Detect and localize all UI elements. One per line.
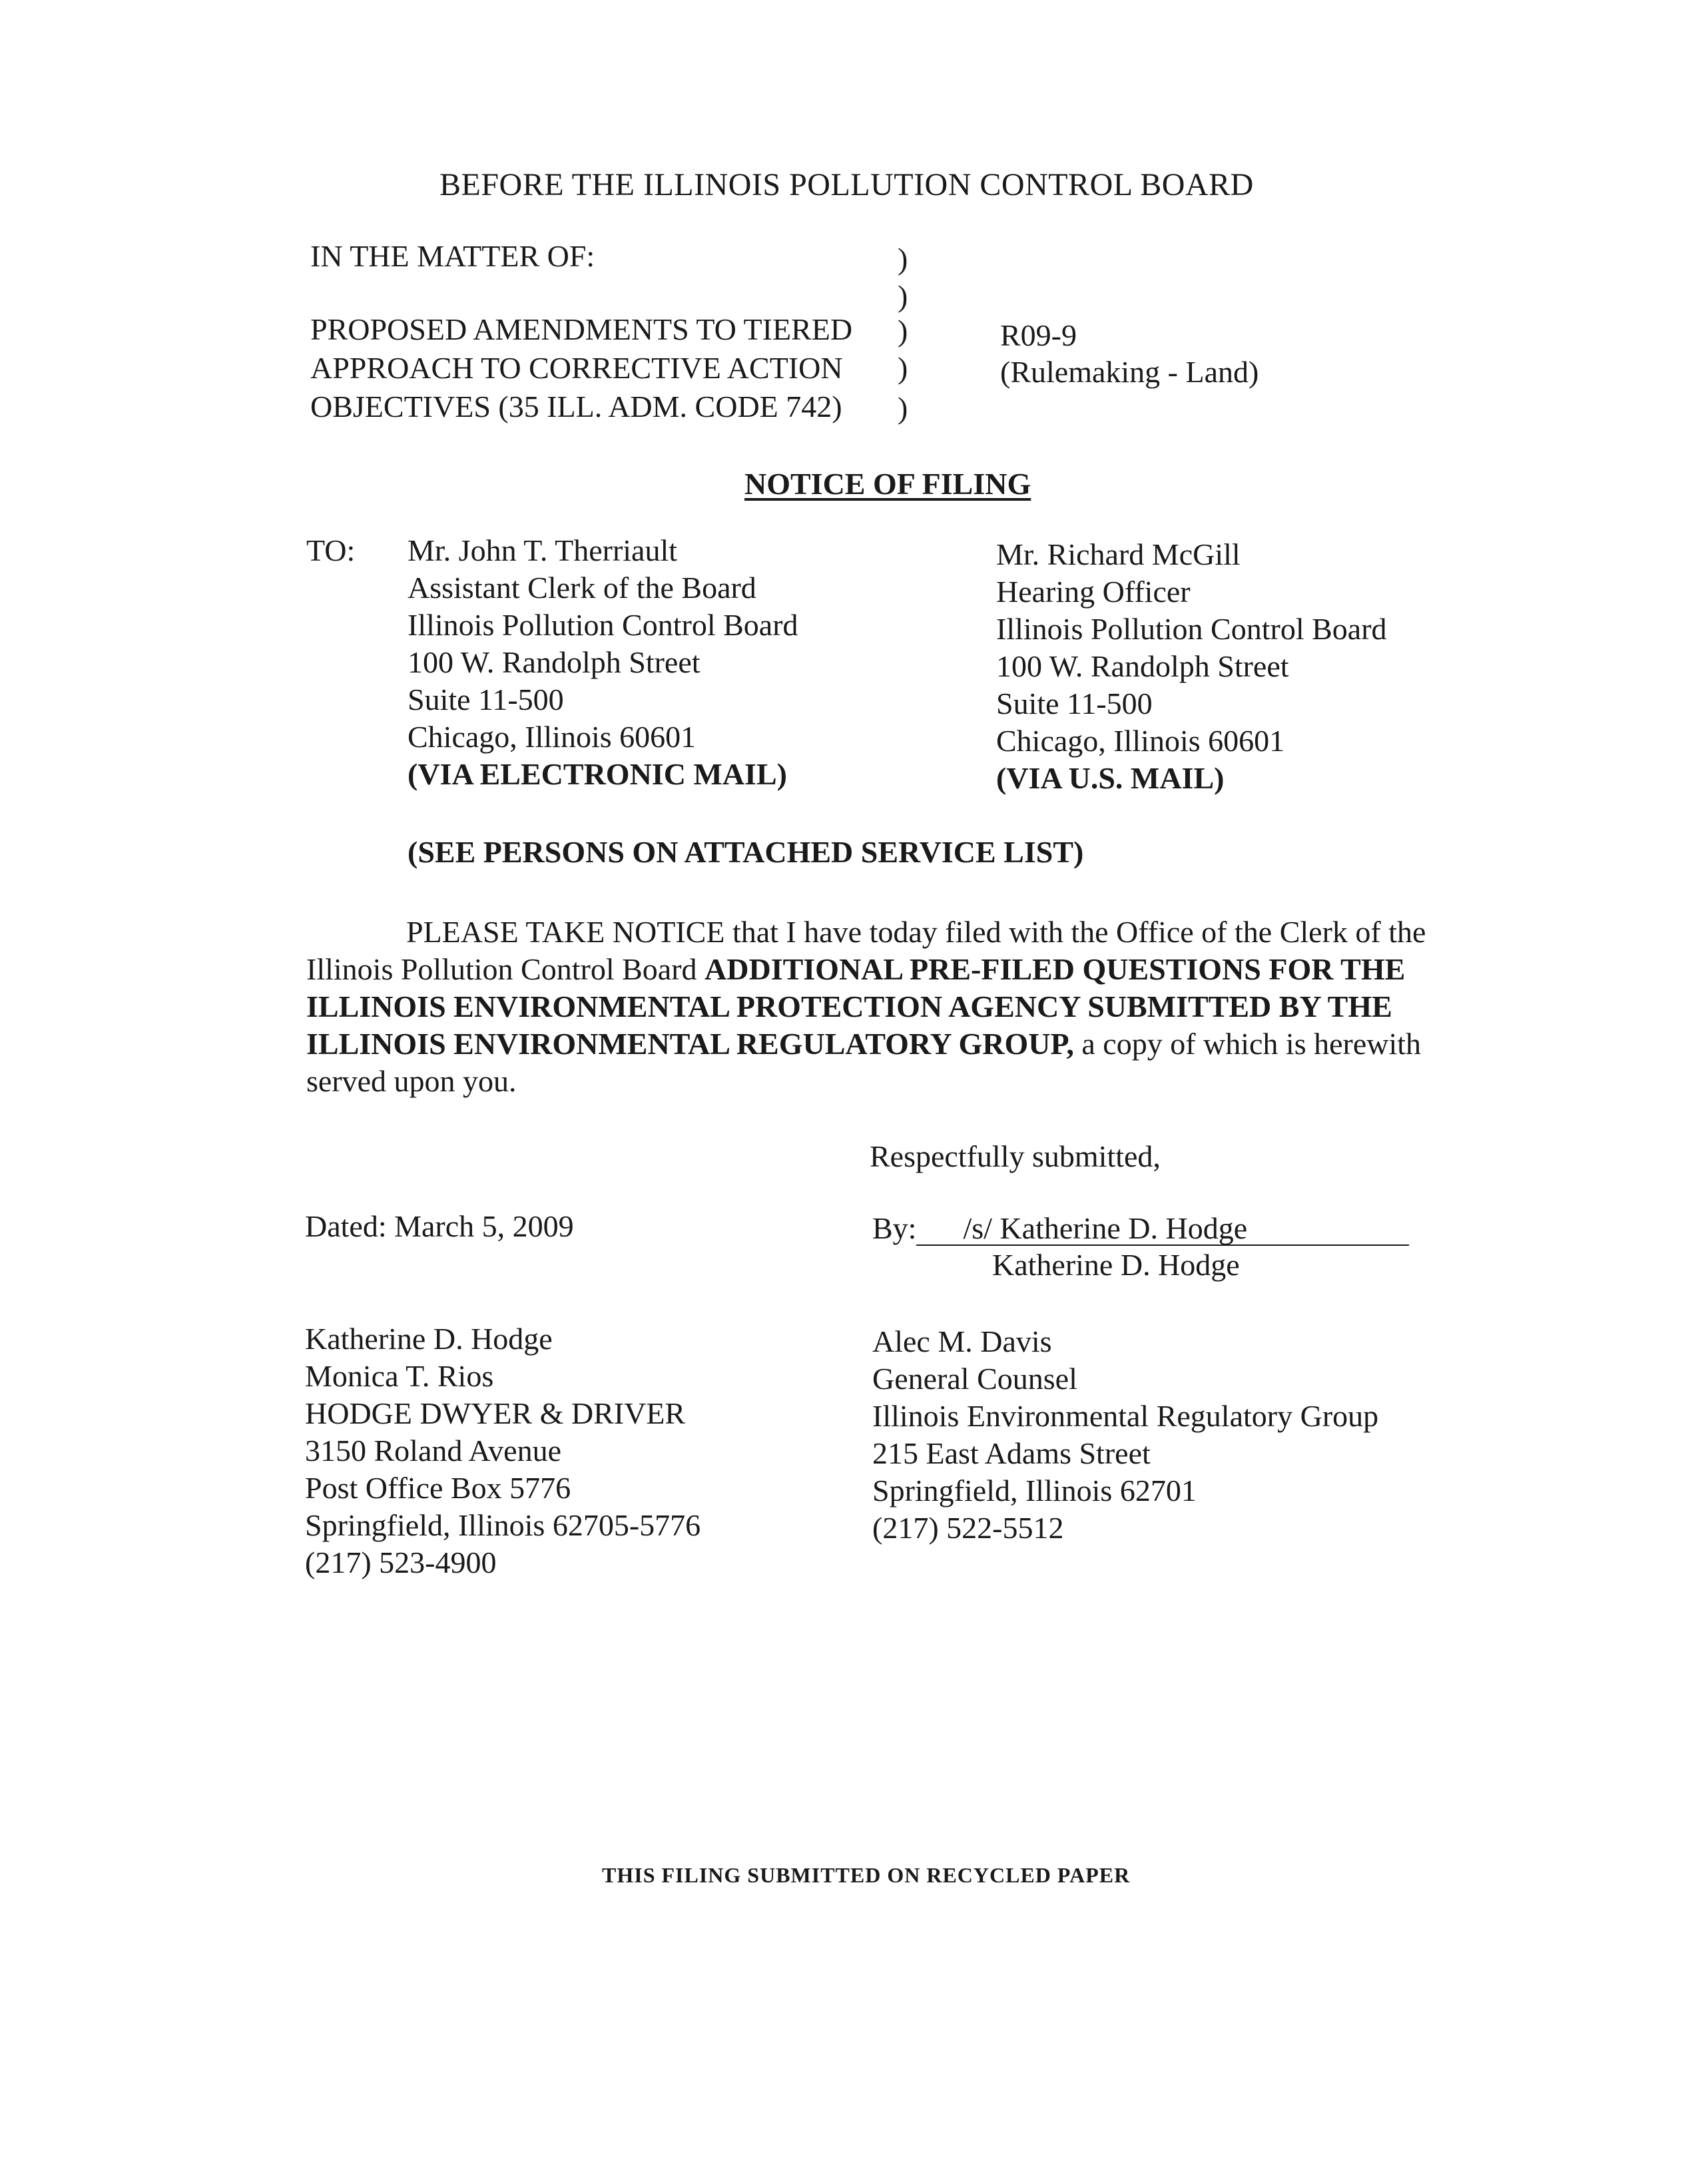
recipient-1-line: Illinois Pollution Control Board — [408, 608, 798, 642]
respectfully-submitted: Respectfully submitted, — [870, 1139, 1161, 1173]
signer-name: Katherine D. Hodge — [992, 1248, 1240, 1282]
recipient-2-method: (VIA U.S. MAIL) — [996, 761, 1225, 795]
caption-paren: ) — [898, 391, 908, 425]
date-line: Dated: March 5, 2009 — [305, 1209, 574, 1243]
counsel-2-line: Springfield, Illinois 62701 — [872, 1474, 1197, 1507]
counsel-2-line: 215 East Adams Street — [872, 1436, 1151, 1470]
recipient-2-line: Illinois Pollution Control Board — [996, 612, 1387, 646]
caption-line-5: OBJECTIVES (35 ILL. ADM. CODE 742) — [310, 390, 842, 423]
recipient-1-method: (VIA ELECTRONIC MAIL) — [408, 757, 787, 791]
recipient-2-line: Chicago, Illinois 60601 — [996, 724, 1285, 758]
signature: /s/ Katherine D. Hodge — [916, 1213, 1409, 1246]
recipient-2-line: Hearing Officer — [996, 575, 1191, 609]
caption-paren: ) — [898, 242, 908, 276]
caption-paren: ) — [898, 314, 908, 348]
recycled-paper-note: THIS FILING SUBMITTED ON RECYCLED PAPER — [602, 1863, 1131, 1887]
caption-line-1: IN THE MATTER OF: — [310, 239, 595, 273]
recipient-1-line: Assistant Clerk of the Board — [408, 571, 756, 605]
caption-line-4: APPROACH TO CORRECTIVE ACTION — [310, 351, 843, 385]
notice-body-document-title: ADDITIONAL PRE-FILED QUESTIONS FOR THE ILLINOIS ENVIRONMENTAL PROTECTION AGENCY SUBMITTED BY THE ILLINOIS ENVIRONMENTAL REGULATORY GROUP, — [306, 952, 1406, 1061]
notice-body — [306, 914, 1478, 1100]
counsel-2-line: Illinois Environmental Regulatory Group — [872, 1399, 1379, 1433]
notice-body-intro: PLEASE TAKE NOTICE that I have today filed with the Office of the Clerk of the Illinois Pollution Control Board — [306, 915, 1426, 986]
case-type: (Rulemaking - Land) — [1000, 355, 1259, 389]
counsel-1-line: Monica T. Rios — [305, 1359, 494, 1393]
recipient-1-line: 100 W. Randolph Street — [408, 645, 701, 679]
to-label: TO: — [306, 533, 356, 567]
caption-line-3: PROPOSED AMENDMENTS TO TIERED — [310, 312, 853, 346]
caption-paren: ) — [898, 279, 908, 313]
signature-line — [872, 1211, 1409, 1246]
recipient-1-line: Suite 11-500 — [408, 682, 564, 716]
notice-body-outro: a copy of which is herewith served upon you. — [306, 1027, 1422, 1098]
recipient-1-line: Mr. John T. Therriault — [408, 533, 678, 567]
recipient-2-line: Suite 11-500 — [996, 686, 1153, 720]
counsel-1-line: Katherine D. Hodge — [305, 1322, 553, 1356]
counsel-1-line: (217) 523-4900 — [305, 1545, 497, 1579]
recipient-2-line: 100 W. Randolph Street — [996, 649, 1289, 683]
caption-paren: ) — [898, 351, 908, 385]
counsel-1-line: 3150 Roland Avenue — [305, 1434, 561, 1468]
counsel-1-line: Springfield, Illinois 62705-5776 — [305, 1508, 701, 1542]
counsel-2-line: Alec M. Davis — [872, 1324, 1052, 1358]
counsel-2-line: (217) 522-5512 — [872, 1511, 1064, 1545]
counsel-1-line: Post Office Box 5776 — [305, 1471, 571, 1505]
notice-title: NOTICE OF FILING — [744, 467, 1031, 501]
case-number: R09-9 — [1000, 318, 1077, 352]
service-list-note: (SEE PERSONS ON ATTACHED SERVICE LIST) — [408, 835, 1084, 869]
board-heading: BEFORE THE ILLINOIS POLLUTION CONTROL BOARD — [439, 167, 1254, 202]
recipient-2-line: Mr. Richard McGill — [996, 537, 1241, 571]
by-label: By: — [872, 1211, 917, 1245]
counsel-2-line: General Counsel — [872, 1362, 1077, 1396]
recipient-1-line: Chicago, Illinois 60601 — [408, 720, 697, 754]
counsel-1-line: HODGE DWYER & DRIVER — [305, 1396, 686, 1430]
